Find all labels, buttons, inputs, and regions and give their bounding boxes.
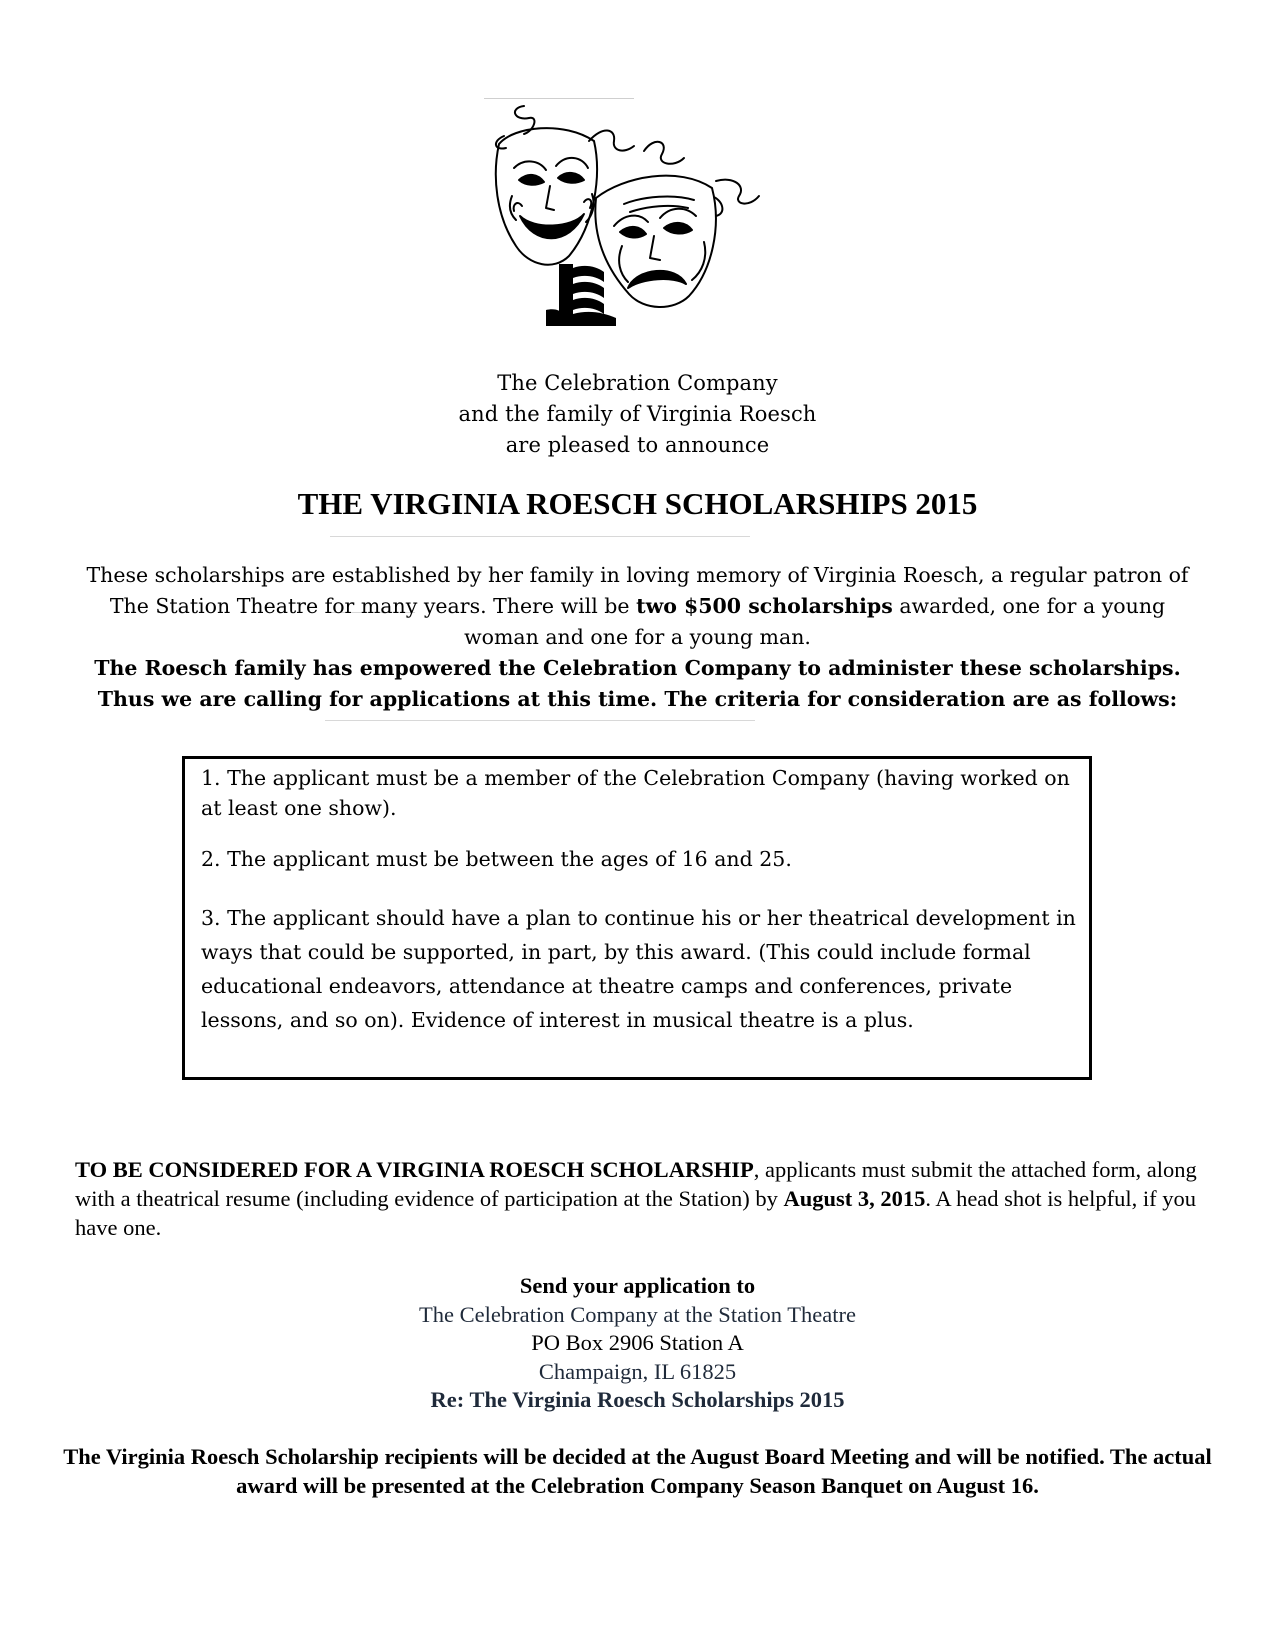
address-line-2: PO Box 2906 Station A bbox=[531, 1330, 744, 1355]
address-line-1: The Celebration Company at the Station Theatre bbox=[419, 1301, 856, 1327]
submission-instructions bbox=[75, 1155, 1210, 1242]
description-text-2: awarded, one for a young woman and one for a young man. bbox=[464, 594, 1166, 649]
send-heading: Send your application to bbox=[519, 1273, 756, 1298]
reference-line: Re: The Virginia Roesch Scholarships 2015 bbox=[430, 1387, 845, 1412]
intro-announcement bbox=[0, 368, 1275, 461]
comedy-tragedy-masks-icon bbox=[484, 96, 774, 346]
consideration-heading: TO BE CONSIDERED FOR A VIRGINIA ROESCH SCHOLARSHIP bbox=[75, 1157, 754, 1182]
mailing-address-block bbox=[0, 1272, 1275, 1415]
intro-line-announce: are pleased to announce bbox=[505, 433, 770, 457]
administration-notice: The Roesch family has empowered the Celebration Company to administer these scholarships. Thus we are calling for applications at this time. The criteria for consideration are as follows: bbox=[94, 656, 1181, 711]
address-line-3: Champaign, IL 61825 bbox=[538, 1358, 737, 1384]
consideration-text: , applicants must submit the attached form, along with a theatrical resume (including evidence of participation at the Station) by bbox=[75, 1157, 1197, 1211]
closing-notice: The Virginia Roesch Scholarship recipients will be decided at the August Board Meeting and will be notified. The actual award will be presented at the Celebration Company Season Banquet on August 16. bbox=[63, 1444, 1212, 1498]
scholarship-amount: two $500 scholarships bbox=[636, 594, 893, 618]
scholarship-description bbox=[70, 560, 1205, 715]
criteria-box bbox=[182, 756, 1092, 1080]
criteria-item-1: 1. The applicant must be a member of the Celebration Company (having worked on at least one show). bbox=[201, 766, 1070, 820]
criteria-item-3: 3. The applicant should have a plan to continue his or her theatrical development in ways that could be supported, in part, by this award. (This could include formal educational endeavors, attendance at theatre camps and conferences, private lessons, and so on). Evidence of interest in musical theatre is a plus. bbox=[201, 906, 1076, 1032]
description-text-1: These scholarships are established by her family in loving memory of Virginia Roesch, a regular patron of The Station Theatre for many years. There will be bbox=[86, 563, 1189, 618]
consideration-end: . A head shot is helpful, if you have one. bbox=[75, 1186, 1197, 1240]
deadline-date: August 3, 2015 bbox=[783, 1186, 926, 1211]
divider bbox=[330, 536, 750, 537]
divider bbox=[325, 720, 755, 721]
criteria-item-2: 2. The applicant must be between the ages of 16 and 25. bbox=[201, 847, 792, 871]
intro-line-family: and the family of Virginia Roesch bbox=[458, 402, 817, 426]
page-title: THE VIRGINIA ROESCH SCHOLARSHIPS 2015 bbox=[297, 486, 978, 521]
intro-line-company: The Celebration Company bbox=[497, 371, 778, 395]
